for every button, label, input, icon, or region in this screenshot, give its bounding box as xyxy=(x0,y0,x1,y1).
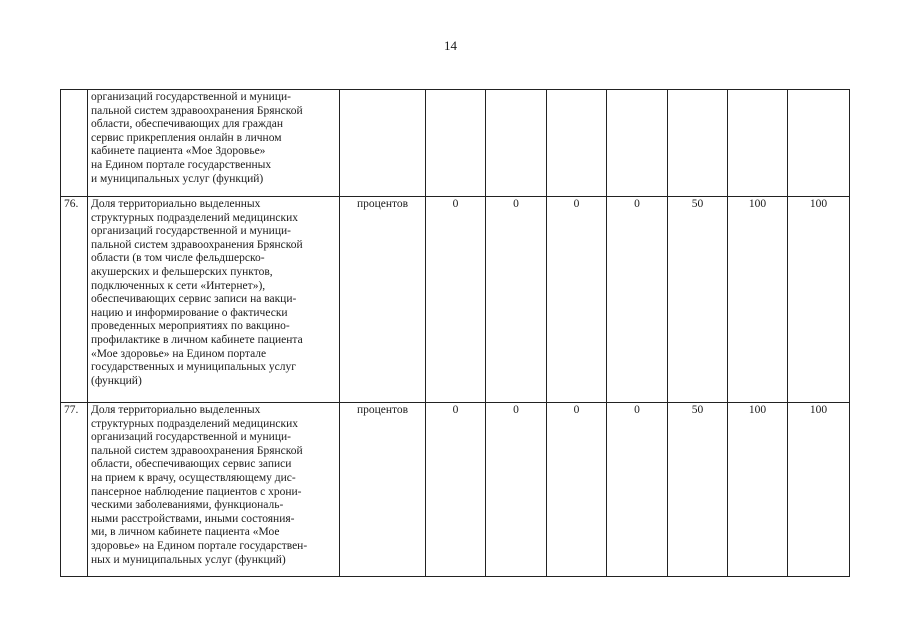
value-cell: 0 xyxy=(547,403,607,577)
value-cell xyxy=(607,90,668,197)
value-cell xyxy=(426,90,486,197)
table-row xyxy=(61,197,850,403)
description-line: организаций государственной и муници- xyxy=(91,91,291,103)
description-line: пальной систем здравоохранения Брянской xyxy=(91,104,303,117)
description-line: и муниципальных услуг (функций) xyxy=(91,172,264,185)
description-line: обеспечивающих сервис записи на вакци- xyxy=(91,293,297,306)
value-cell: 0 xyxy=(547,197,607,403)
indicator-description xyxy=(88,90,340,197)
indicators-table xyxy=(60,89,850,577)
description-line: «Мое здоровье» на Едином портале xyxy=(91,347,267,360)
unit-cell: процентов xyxy=(340,197,426,403)
description-line: области, обеспечивающих для граждан xyxy=(91,118,284,131)
unit-cell: процентов xyxy=(340,403,426,577)
description-line: проведенных мероприятиях по вакцино- xyxy=(91,320,290,333)
indicator-description xyxy=(88,403,340,577)
description-line: структурных подразделений медицинских xyxy=(91,417,298,430)
description-line: организаций государственной и муници- xyxy=(91,225,291,238)
value-cell: 50 xyxy=(668,197,728,403)
value-cell: 100 xyxy=(728,403,788,577)
value-cell xyxy=(788,90,850,197)
description-line: акушерских и фельшерских пунктов, xyxy=(91,265,273,278)
description-line: на Едином портале государственных xyxy=(91,158,272,171)
description-line: ными расстройствами, иными состояния- xyxy=(91,512,295,525)
row-number: 77. xyxy=(61,403,88,577)
value-cell xyxy=(486,90,547,197)
page-number: 14 xyxy=(444,38,457,53)
value-cell: 100 xyxy=(788,197,850,403)
value-cell: 0 xyxy=(426,403,486,577)
description-line: пальной систем здравоохранения Брянской xyxy=(91,444,303,457)
description-line: Доля территориально выделенных xyxy=(91,404,261,416)
description-line: организаций государственной и муници- xyxy=(91,431,291,444)
indicator-description xyxy=(88,197,340,403)
value-cell: 0 xyxy=(426,197,486,403)
value-cell: 0 xyxy=(486,197,547,403)
description-line: пальной систем здравоохранения Брянской xyxy=(91,238,303,251)
description-line: государственных и муниципальных услуг xyxy=(91,361,296,374)
description-line: профилактике в личном кабинете пациента xyxy=(91,333,303,346)
description-line: на прием к врачу, осуществляющему дис- xyxy=(91,471,296,484)
description-line: пансерное наблюдение пациентов с хрони- xyxy=(91,485,302,498)
description-line: ных и муниципальных услуг (функций) xyxy=(91,553,286,566)
value-cell: 0 xyxy=(607,403,668,577)
table-row xyxy=(61,403,850,577)
description-line: ми, в личном кабинете пациента «Мое xyxy=(91,526,280,539)
description-line: (функций) xyxy=(91,374,142,387)
description-line: кабинете пациента «Мое Здоровье» xyxy=(91,145,266,158)
description-line: сервис прикрепления онлайн в личном xyxy=(91,131,282,144)
description-line: нацию и информирование о фактически xyxy=(91,306,288,319)
description-line: подключенных к сети «Интернет»), xyxy=(91,279,266,292)
description-line: области (в том числе фельдшерско- xyxy=(91,252,265,265)
value-cell: 100 xyxy=(788,403,850,577)
table-row xyxy=(61,90,850,197)
value-cell xyxy=(547,90,607,197)
description-line: здоровье» на Едином портале государствен- xyxy=(91,539,308,552)
row-number: 76. xyxy=(61,197,88,403)
value-cell: 0 xyxy=(486,403,547,577)
description-line: Доля территориально выделенных xyxy=(91,198,261,210)
unit-cell xyxy=(340,90,426,197)
description-line: ческими заболеваниями, функциональ- xyxy=(91,499,284,512)
description-line: области, обеспечивающих сервис записи xyxy=(91,458,292,471)
row-number xyxy=(61,90,88,197)
value-cell: 0 xyxy=(607,197,668,403)
description-line: структурных подразделений медицинских xyxy=(91,211,298,224)
value-cell: 100 xyxy=(728,197,788,403)
value-cell xyxy=(668,90,728,197)
value-cell: 50 xyxy=(668,403,728,577)
value-cell xyxy=(728,90,788,197)
